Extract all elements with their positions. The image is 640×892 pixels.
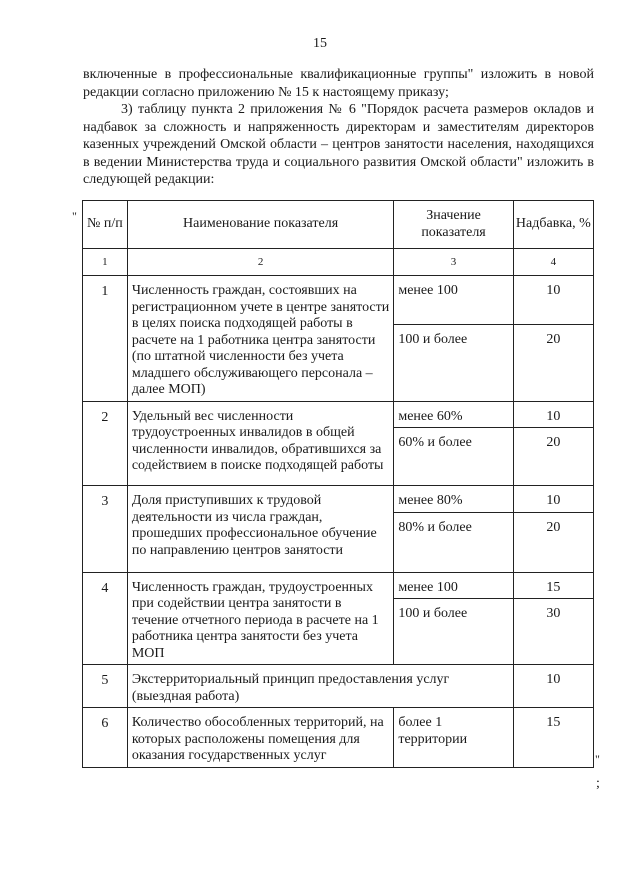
row-name: Экстерриториальный принцип предоставления услуг (выездная работа) [127,665,513,708]
row-bonus: 10 [513,401,593,428]
row-value: 100 и более [394,325,513,401]
row-value: менее 100 [394,572,513,599]
closing-quote: " [595,752,600,766]
row-value: менее 100 [394,276,513,325]
row-bonus: 10 [513,276,593,325]
row-bonus: 20 [513,325,593,401]
row-bonus: 20 [513,512,593,572]
header-value: Значение показателя [394,201,513,249]
row-name: Численность граждан, трудоустроенных при содействии центра занятости в течение отчетного периода в расчете на 1 работника центра занятости без учета МОП [127,572,394,665]
header-name: Наименование показателя [127,201,394,249]
semicolon: ; [596,776,600,791]
row-value: менее 80% [394,486,513,513]
intro-text [83,66,594,189]
table-row [83,572,594,599]
table-subheader-row [83,249,594,276]
table-row [83,708,594,768]
row-number: 5 [83,665,128,708]
intro-paragraph-1: включенные в профессиональные квалификационные группы" изложить в новой редакции согласно приложению № 15 к настоящему приказу; [83,67,594,100]
row-value: 80% и более [394,512,513,572]
row-bonus: 30 [513,599,593,665]
row-bonus: 20 [513,428,593,486]
page-number: 15 [313,36,327,51]
row-number: 6 [83,708,128,768]
row-value: 100 и более [394,599,513,665]
row-name: Удельный вес численности трудоустроенных инвалидов в общей численности инвалидов, обратившихся за содействием в поиске подходящей работы [127,401,394,486]
bonus-table [82,200,594,768]
subheader-2: 2 [127,249,394,276]
subheader-3: 3 [394,249,513,276]
intro-paragraph-2: 3) таблицу пункта 2 приложения № 6 "Порядок расчета размеров окладов и надбавок за сложность и напряженность директорам и заместителям директоров казенных учреждений Омской области – центров занятости населения, находящихся в ведении Министерства труда и социального развития Омской области" изложить в следующей редакции: [83,102,594,187]
header-num: № п/п [83,201,128,249]
table-row [83,401,594,428]
row-value: менее 60% [394,401,513,428]
table-header-row [83,201,594,249]
opening-quote: " [72,209,77,223]
row-number: 4 [83,572,128,665]
table-row [83,665,594,708]
row-name: Численность граждан, состоявших на регистрационном учете в центре занятости в целях поиска подходящей работы в расчете на 1 работника центра занятости (по штатной численности без учета младшего обслуживающего персонала – далее МОП) [127,276,394,402]
subheader-1: 1 [83,249,128,276]
row-value: более 1 территории [394,708,513,768]
row-number: 3 [83,486,128,573]
row-number: 2 [83,401,128,486]
row-number: 1 [83,276,128,402]
row-name: Количество обособленных территорий, на которых расположены помещения для оказания государственных услуг [127,708,394,768]
table-row [83,276,594,325]
table-row [83,486,594,513]
row-value: 60% и более [394,428,513,486]
row-bonus: 10 [513,486,593,513]
row-bonus: 10 [513,665,593,708]
row-bonus: 15 [513,572,593,599]
header-bonus: Надбавка, % [513,201,593,249]
subheader-4: 4 [513,249,593,276]
row-bonus: 15 [513,708,593,768]
row-name: Доля приступивших к трудовой деятельности из числа граждан, прошедших профессиональное обучение по направлению центров занятости [127,486,394,573]
